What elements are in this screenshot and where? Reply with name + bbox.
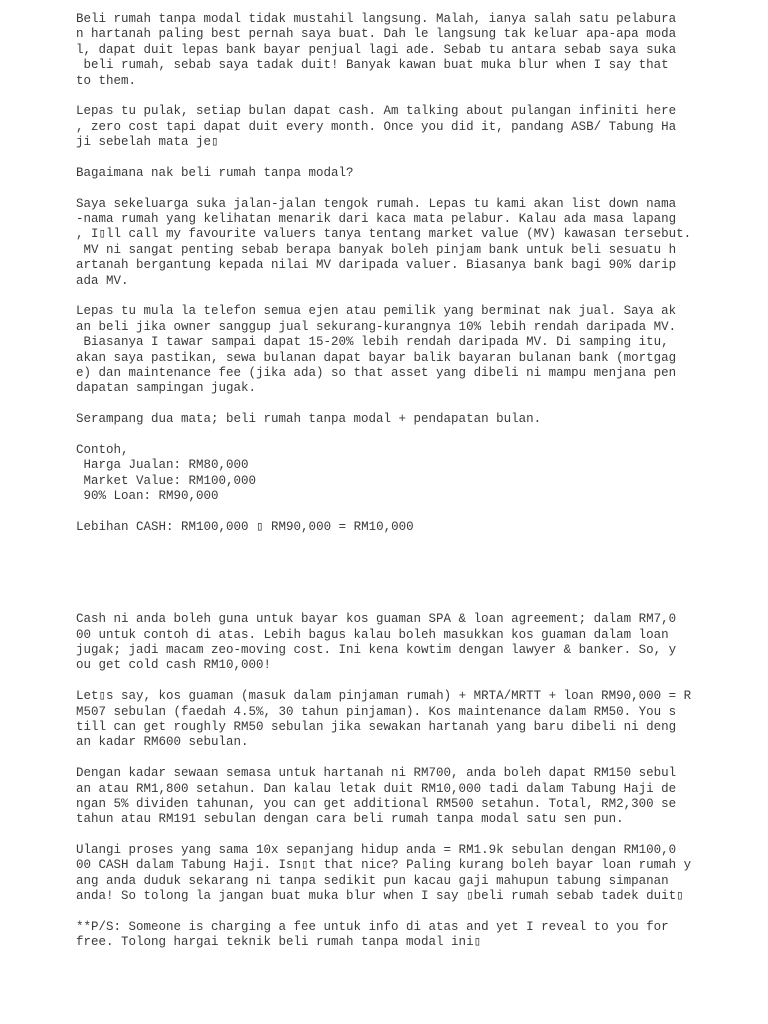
text-line: akan saya pastikan, sewa bulanan dapat bayar balik bayaran bulanan bank (mortgag [76,350,677,365]
document-body [76,12,696,951]
text-line: Serampang dua mata; beli rumah tanpa modal + pendapatan bulan. [76,412,542,427]
text-line [76,428,696,443]
text-line: e) dan maintenance fee (jika ada) so that asset yang dibeli ni mampu menjana pen [76,365,677,380]
text-line [76,905,696,920]
text-line: dapatan sampingan jugak. [76,381,257,396]
text-line: Ulangi proses yang sama 10x sepanjang hidup anda = RM1.9k sebulan dengan RM100,0 [76,843,677,858]
text-line: l, dapat duit lepas bank bayar penjual lagi ade. Sebab tu antara sebab saya suka [76,42,677,57]
text-line: Bagaimana nak beli rumah tanpa modal? [76,165,354,180]
text-line [76,89,696,104]
text-line [76,397,696,412]
text-line: ada MV. [76,273,129,288]
text-line: tahun atau RM191 sebulan dengan cara beli rumah tanpa modal satu sen pun. [76,812,624,827]
text-line: to them. [76,73,137,88]
text-line [76,597,696,612]
text-line: Lepas tu pulak, setiap bulan dapat cash. Am talking about pulangan infiniti here [76,104,677,119]
text-line: beli rumah, sebab saya tadak duit! Banyak kawan buat muka blur when I say that [76,58,669,73]
text-line: an beli jika owner sanggup jual sekurang-kurangnya 10% lebih rendah daripada MV. [76,319,677,334]
text-line: Cash ni anda boleh guna untuk bayar kos guaman SPA & loan agreement; dalam RM7,0 [76,612,677,627]
text-line: Lebihan CASH: RM100,000 ▯ RM90,000 = RM10,000 [76,519,414,534]
text-line: Contoh, [76,442,129,457]
text-line: Market Value: RM100,000 [76,473,257,488]
text-line: ou get cold cash RM10,000! [76,658,272,673]
text-line [76,566,696,581]
text-line [76,581,696,596]
text-line: 90% Loan: RM90,000 [76,489,219,504]
text-line: jugak; jadi macam zeo-moving cost. Ini kena kowtim dengan lawyer & banker. So, y [76,643,677,658]
text-line [76,674,696,689]
text-line: n hartanah paling best pernah saya buat. Dah le langsung tak keluar apa-apa moda [76,27,677,42]
text-line: Let▯s say, kos guaman (masuk dalam pinjaman rumah) + MRTA/MRTT + loan RM90,000 = R [76,689,692,704]
text-line: , I▯ll call my favourite valuers tanya tentang market value (MV) kawasan tersebut. [76,227,692,242]
text-line: , zero cost tapi dapat duit every month. Once you did it, pandang ASB/ Tabung Ha [76,119,677,134]
text-line: 00 untuk contoh di atas. Lebih bagus kalau boleh masukkan kos guaman dalam loan [76,627,669,642]
text-line: Harga Jualan: RM80,000 [76,458,249,473]
text-line [76,151,696,166]
text-line [76,181,696,196]
text-line [76,505,696,520]
text-line: 00 CASH dalam Tabung Haji. Isn▯t that nice? Paling kurang boleh bayar loan rumah y [76,858,692,873]
text-line: ji sebelah mata je▯ [76,135,219,150]
text-line [76,828,696,843]
text-line: anda! So tolong la jangan buat muka blur when I say ▯beli rumah sebab tadek duit▯ [76,889,684,904]
text-line: MV ni sangat penting sebab berapa banyak boleh pinjam bank untuk beli sesuatu h [76,242,677,257]
text-line [76,535,696,550]
text-line: -nama rumah yang kelihatan menarik dari kaca mata pelabur. Kalau ada masa lapang [76,212,677,227]
text-line [76,551,696,566]
text-line: Saya sekeluarga suka jalan-jalan tengok rumah. Lepas tu kami akan list down nama [76,196,677,211]
text-line: **P/S: Someone is charging a fee untuk info di atas and yet I reveal to you for [76,920,669,935]
text-line: Biasanya I tawar sampai dapat 15-20% lebih rendah daripada MV. Di samping itu, [76,335,669,350]
text-line: ngan 5% dividen tahunan, you can get additional RM500 setahun. Total, RM2,300 se [76,796,677,811]
text-line: an atau RM1,800 setahun. Dan kalau letak duit RM10,000 tadi dalam Tabung Haji de [76,781,677,796]
text-line: an kadar RM600 sebulan. [76,735,249,750]
text-line: M507 sebulan (faedah 4.5%, 30 tahun pinjaman). Kos maintenance dalam RM50. You s [76,704,677,719]
text-line: Dengan kadar sewaan semasa untuk hartanah ni RM700, anda boleh dapat RM150 sebul [76,766,677,781]
text-line [76,289,696,304]
text-line: ang anda duduk sekarang ni tanpa sedikit pun kacau gaji mahupun tabung simpanan [76,873,669,888]
text-line [76,751,696,766]
text-line: free. Tolong hargai teknik beli rumah tanpa modal ini▯ [76,935,482,950]
text-line: artanah bergantung kepada nilai MV daripada valuer. Biasanya bank bagi 90% darip [76,258,677,273]
text-line: till can get roughly RM50 sebulan jika sewakan hartanah yang baru dibeli ni deng [76,719,677,734]
text-line: Beli rumah tanpa modal tidak mustahil langsung. Malah, ianya salah satu pelabura [76,12,677,26]
text-line: Lepas tu mula la telefon semua ejen atau pemilik yang berminat nak jual. Saya ak [76,304,677,319]
